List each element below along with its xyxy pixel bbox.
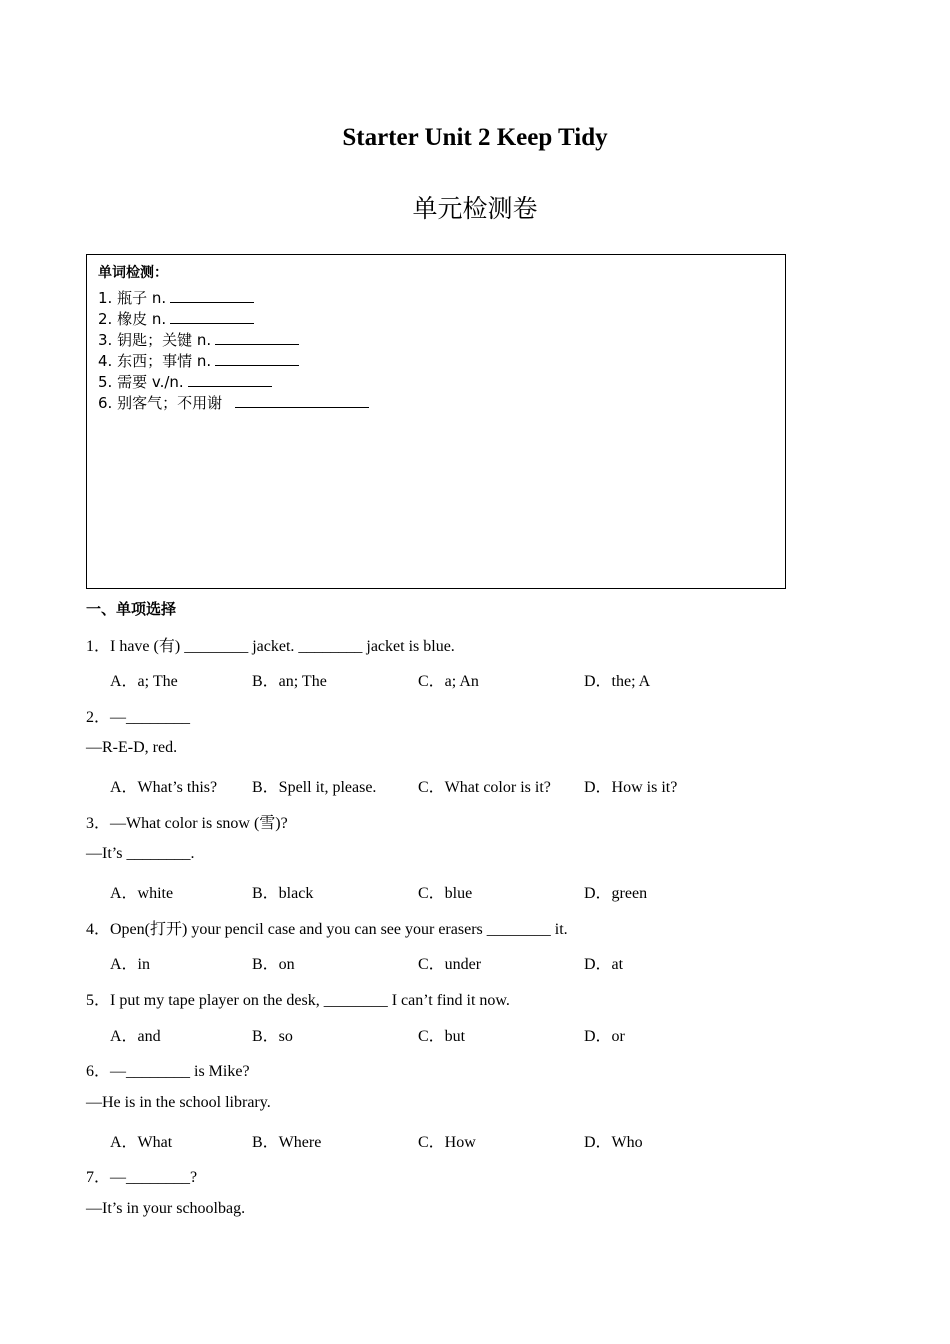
question-response: —He is in the school library. bbox=[86, 1094, 271, 1111]
vocab-pos: n. bbox=[196, 352, 212, 370]
vocab-item bbox=[98, 350, 299, 371]
option-b[interactable]: B．Where bbox=[252, 1134, 322, 1151]
option-a[interactable]: A．What bbox=[110, 1134, 173, 1151]
answer-blank[interactable] bbox=[215, 331, 299, 345]
section-title: 一、单项选择 bbox=[86, 600, 177, 618]
vocab-num: 6. bbox=[98, 394, 113, 412]
option-b[interactable]: B．on bbox=[252, 956, 295, 973]
vocab-item bbox=[98, 392, 369, 413]
answer-blank[interactable] bbox=[170, 310, 254, 324]
vocab-item bbox=[98, 329, 299, 350]
vocab-heading: 单词检测： bbox=[98, 265, 168, 281]
vocab-pos: n. bbox=[151, 310, 167, 328]
option-c[interactable]: C．blue bbox=[418, 885, 473, 902]
option-a[interactable]: A．in bbox=[110, 956, 151, 973]
vocab-pos: n. bbox=[151, 289, 167, 307]
vocab-chinese: 钥匙；关键 bbox=[117, 331, 193, 349]
vocab-pos: v./n. bbox=[151, 373, 184, 391]
question-text: 1．I have (有) ________ jacket. ________ jacket is blue. bbox=[86, 638, 455, 655]
vocab-num: 2. bbox=[98, 310, 113, 328]
option-b[interactable]: B．an; The bbox=[252, 673, 327, 690]
vocab-test-box bbox=[86, 254, 786, 589]
option-d[interactable]: D．How is it? bbox=[584, 779, 678, 796]
answer-blank[interactable] bbox=[188, 373, 272, 387]
option-a[interactable]: A．What’s this? bbox=[110, 779, 218, 796]
vocab-num: 3. bbox=[98, 331, 113, 349]
question-response: —It’s in your schoolbag. bbox=[86, 1200, 246, 1217]
option-d[interactable]: D．Who bbox=[584, 1134, 643, 1151]
option-c[interactable]: C．but bbox=[418, 1028, 466, 1045]
option-a[interactable]: A．a; The bbox=[110, 673, 178, 690]
question-text: 6．—________ is Mike? bbox=[86, 1063, 250, 1080]
question-response: —R-E-D, red. bbox=[86, 739, 178, 756]
answer-blank[interactable] bbox=[235, 394, 369, 408]
page-subtitle: 单元检测卷 bbox=[412, 194, 538, 223]
question-text: 2．—________ bbox=[86, 709, 191, 726]
vocab-num: 5. bbox=[98, 373, 113, 391]
option-a[interactable]: A．white bbox=[110, 885, 174, 902]
vocab-chinese: 瓶子 bbox=[117, 289, 148, 307]
vocab-chinese: 橡皮 bbox=[117, 310, 148, 328]
option-d[interactable]: D．green bbox=[584, 885, 648, 902]
option-c[interactable]: C．under bbox=[418, 956, 482, 973]
answer-blank[interactable] bbox=[170, 289, 254, 303]
vocab-item bbox=[98, 308, 254, 329]
option-b[interactable]: B．black bbox=[252, 885, 314, 902]
vocab-item bbox=[98, 371, 272, 392]
option-d[interactable]: D．the; A bbox=[584, 673, 651, 690]
answer-blank[interactable] bbox=[215, 352, 299, 366]
option-b[interactable]: B．so bbox=[252, 1028, 293, 1045]
option-c[interactable]: C．a; An bbox=[418, 673, 479, 690]
option-c[interactable]: C．What color is it? bbox=[418, 779, 551, 796]
vocab-num: 4. bbox=[98, 352, 113, 370]
option-a[interactable]: A．and bbox=[110, 1028, 161, 1045]
question-text: 7．—________? bbox=[86, 1169, 198, 1186]
vocab-pos: n. bbox=[196, 331, 212, 349]
question-text: 5．I put my tape player on the desk, ________ I can’t find it now. bbox=[86, 992, 510, 1009]
vocab-chinese: 东西；事情 bbox=[117, 352, 193, 370]
vocab-num: 1. bbox=[98, 289, 113, 307]
question-text: 3．—What color is snow (雪)? bbox=[86, 815, 288, 832]
option-d[interactable]: D．at bbox=[584, 956, 624, 973]
vocab-chinese: 别客气；不用谢 bbox=[117, 394, 223, 412]
vocab-item bbox=[98, 287, 254, 308]
option-c[interactable]: C．How bbox=[418, 1134, 476, 1151]
page-title: Starter Unit 2 Keep Tidy bbox=[342, 124, 608, 151]
option-b[interactable]: B．Spell it, please. bbox=[252, 779, 377, 796]
question-response: —It’s ________. bbox=[86, 845, 195, 862]
option-d[interactable]: D．or bbox=[584, 1028, 625, 1045]
question-text: 4．Open(打开) your pencil case and you can see your erasers ________ it. bbox=[86, 921, 568, 938]
vocab-chinese: 需要 bbox=[117, 373, 148, 391]
